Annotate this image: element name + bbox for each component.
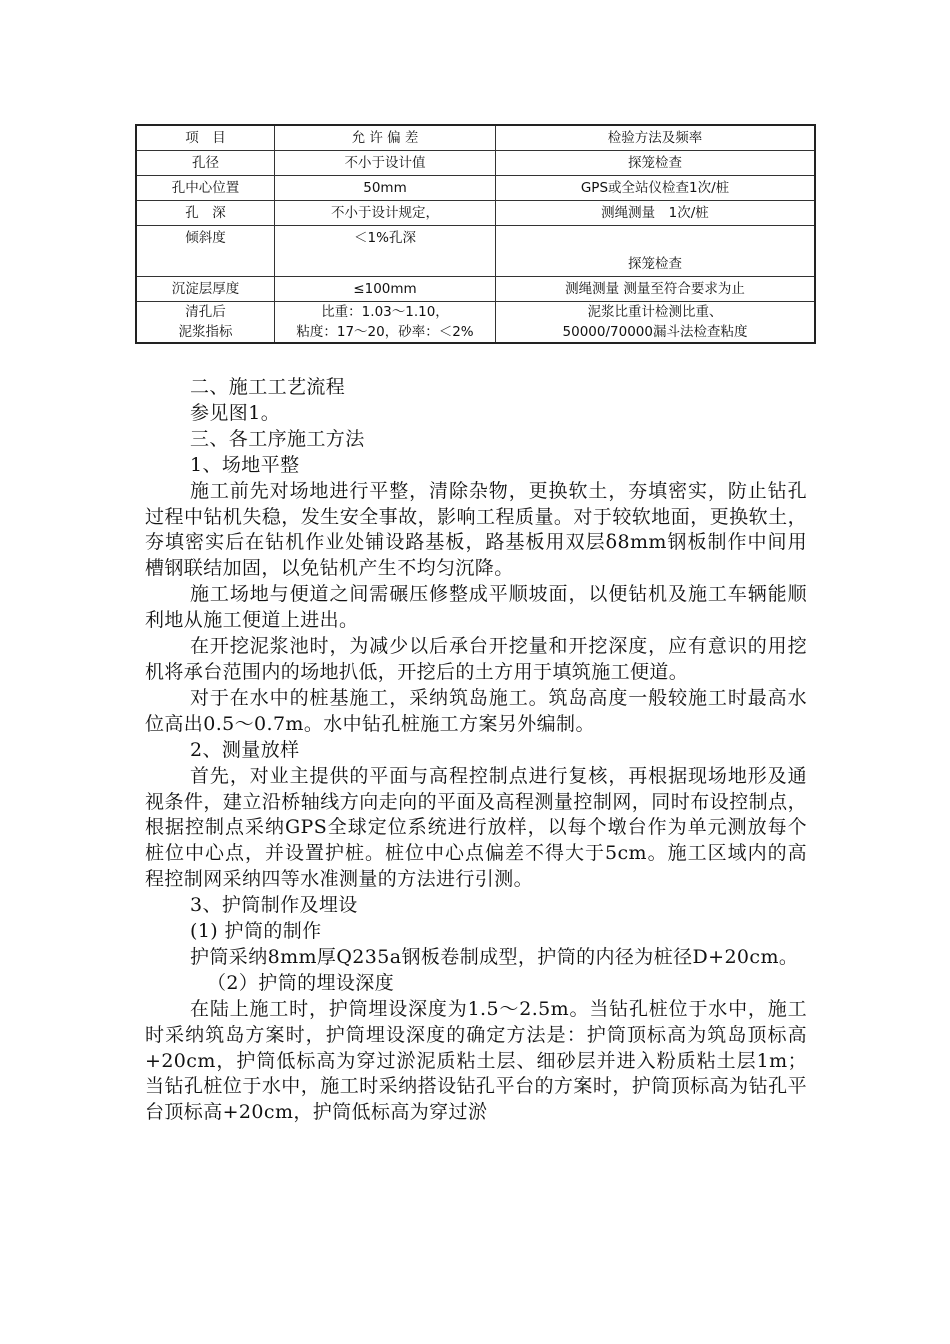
paragraph: 参见图1。 <box>190 401 281 424</box>
table-cell: 测绳测量 测量至符合要求为止 <box>496 277 816 302</box>
table-row <box>136 277 815 302</box>
subsection-heading: (1) 护筒的制作 <box>190 920 322 943</box>
table-cell: 探笼检查 <box>496 226 816 277</box>
cell-line: 50000/70000漏斗法检查粘度 <box>562 324 748 340</box>
paragraph: 施工场地与便道之间需碾压修整成平顺坡面，以便钻机及施工车辆能顺利地从施工便道上进出。 <box>145 583 807 632</box>
cell-line: 泥浆比重计检测比重、 <box>587 304 723 320</box>
paragraph: 首先，对业主提供的平面与高程控制点进行复核，再根据现场地形及通视条件，建立沿桥轴线方向走向的平面及高程测量控制网，同时布设控制点，根据控制点采纳GPS全球定位系统进行放样，以每个墩台作为单元测放每个桩位中心点，并设置护桩。桩位中心点偏差不得大于5cm。施工区域内的高程控制网采纳四等水准测量的方法进行引测。 <box>145 764 807 891</box>
subsection-heading: 2、测量放样 <box>190 738 300 761</box>
section-heading: 二、施工工艺流程 <box>190 376 346 398</box>
paragraph: 施工前先对场地进行平整，清除杂物，更换软土，夯填密实，防止钻孔过程中钻机失稳，发生安全事故，影响工程质量。对于较软地面，更换软土，夯填密实后在钻机作业处铺设路基板，路基板用双层δ8mm钢板制作中间用槽钢联结加固，以免钻机产生不均匀沉降。 <box>145 479 807 580</box>
table-cell: 50mm <box>275 176 496 201</box>
table-cell: 不小于设计值 <box>275 151 496 176</box>
table-cell: 倾斜度 <box>136 226 275 277</box>
body-text <box>145 375 807 1126</box>
table-cell <box>136 302 275 344</box>
table-cell: 孔中心位置 <box>136 176 275 201</box>
section-heading: 三、各工序施工方法 <box>190 427 365 450</box>
paragraph: 在开挖泥浆池时，为减少以后承台开挖量和开挖深度，应有意识的用挖机将承台范围内的场地扒低，开挖后的土方用于填筑施工便道。 <box>145 635 807 683</box>
cell-line: 粘度：17～20，砂率：＜2% <box>296 324 474 340</box>
table-cell: ≤100mm <box>275 277 496 302</box>
table-row <box>136 302 815 344</box>
header-method: 检验方法及频率 <box>496 125 816 151</box>
table-row <box>136 226 815 277</box>
table-row <box>136 201 815 226</box>
tolerance-table <box>135 124 816 344</box>
table-header-row <box>136 125 815 151</box>
header-item: 项 目 <box>136 125 275 151</box>
table-row <box>136 176 815 201</box>
subsection-heading: （2）护筒的埋设深度 <box>207 971 395 994</box>
cell-line: 清孔后 <box>185 304 226 320</box>
subsection-heading: 1、场地平整 <box>190 453 300 476</box>
table-cell: 不小于设计规定， <box>275 201 496 226</box>
cell-line: 泥浆指标 <box>178 324 233 340</box>
cell-line: 比重：1.03～1.10， <box>321 304 449 320</box>
paragraph: 在陆上施工时，护筒埋设深度为1.5～2.5m。当钻孔桩位于水中，施工时采纳筑岛方案时，护筒埋设深度的确定方法是：护筒顶标高为筑岛顶标高+20cm，护筒低标高为穿过淤泥质粘土层、细砂层并进入粉质粘土层1m；当钻孔桩位于水中，施工时采纳搭设钻孔平台的方案时，护筒顶标高为钻孔平台顶标高+20cm，护筒低标高为穿过淤 <box>145 997 807 1124</box>
table-cell <box>275 302 496 344</box>
table-cell <box>496 302 816 344</box>
paragraph: 对于在水中的桩基施工，采纳筑岛施工。筑岛高度一般较施工时最高水位高出0.5～0.7m。水中钻孔桩施工方案另外编制。 <box>145 686 807 735</box>
subsection-heading: 3、护筒制作及埋设 <box>190 894 358 917</box>
table-cell: 测绳测量 1次/桩 <box>496 201 816 226</box>
paragraph: 护筒采纳8mm厚Q235a钢板卷制成型，护筒的内径为桩径D+20cm。 <box>190 945 799 968</box>
table-row <box>136 151 815 176</box>
table-cell: 探笼检查 <box>496 151 816 176</box>
table-cell: 孔径 <box>136 151 275 176</box>
table-cell: ＜1%孔深 <box>275 226 496 277</box>
table-cell: 沉淀层厚度 <box>136 277 275 302</box>
table-cell: 孔 深 <box>136 201 275 226</box>
table-cell: GPS或全站仪检查1次/桩 <box>496 176 816 201</box>
header-tolerance: 允 许 偏 差 <box>275 125 496 151</box>
